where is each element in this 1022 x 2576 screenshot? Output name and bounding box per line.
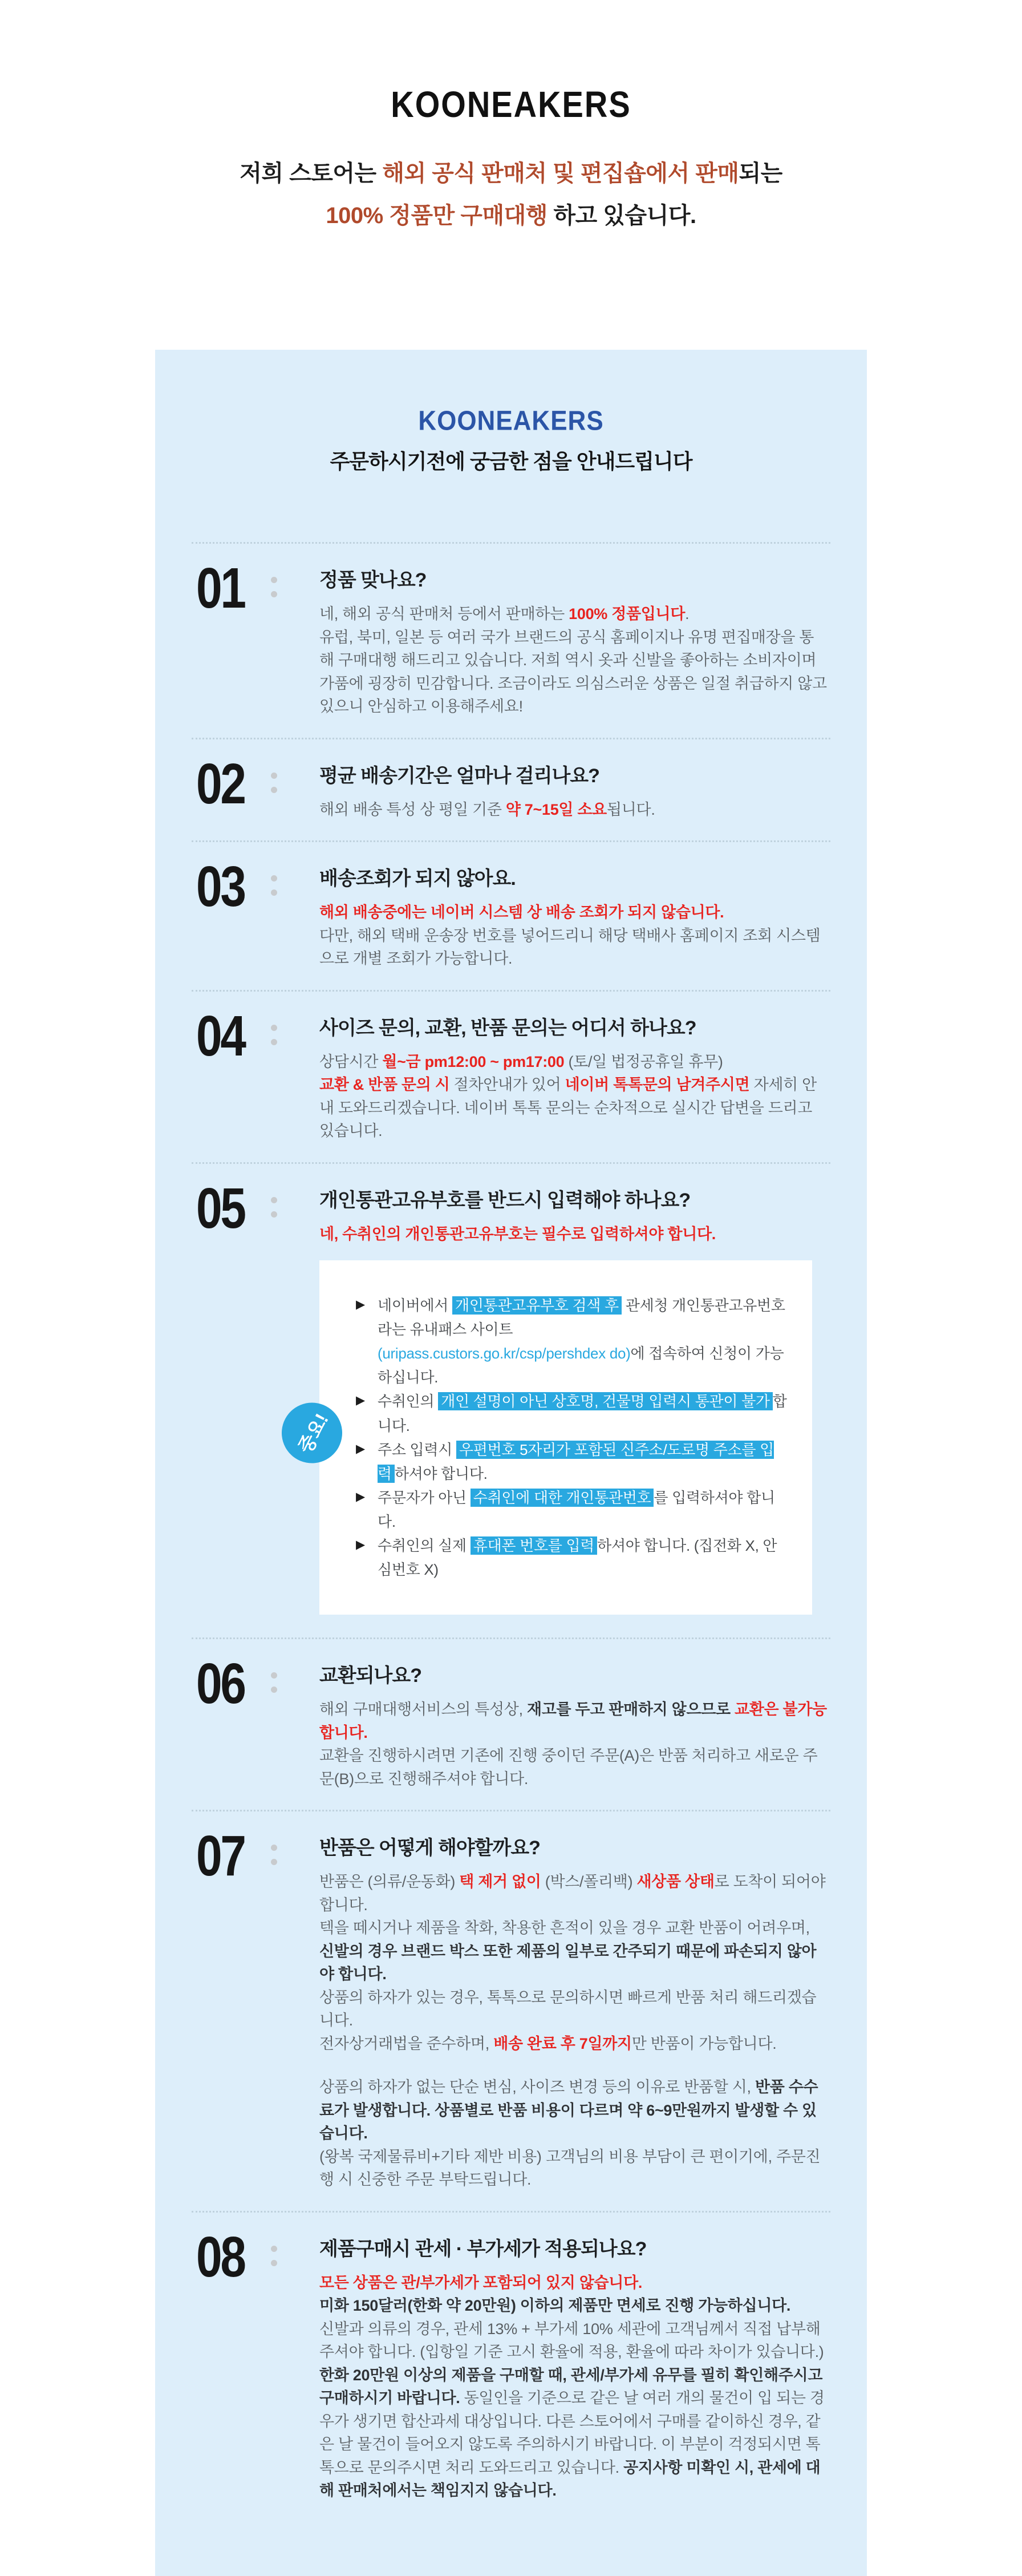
bullet-arrow-icon: ▶: [356, 1442, 365, 1455]
important-badge: 중요!: [271, 1392, 352, 1473]
body-paragraph: [319, 2271, 828, 2295]
text-run: 합니다.: [378, 1393, 787, 1434]
section-number: 05: [196, 1176, 245, 1240]
dot: [271, 1672, 277, 1679]
text-run: 해외 구매대행서비스의 특성상,: [319, 1701, 527, 1718]
panel-brand-logo: KOONEAKERS: [418, 405, 604, 436]
text-run: 만 반품이 가능합니다.: [631, 2035, 777, 2052]
section-number-column: [196, 751, 319, 822]
emphasis-red-text: 네이버 톡톡문의 남겨주시면: [565, 1076, 750, 1093]
emphasis-bold-text: 재고를 두고 판매하지 않으므로: [526, 1701, 731, 1718]
body-paragraph: [319, 602, 828, 626]
body-paragraph: [319, 2294, 828, 2318]
body-paragraph: [319, 1073, 828, 1143]
number-separator-dots: [271, 1672, 277, 1693]
bullet-text: [378, 1389, 789, 1437]
faq-panel-header: [184, 407, 838, 475]
body-paragraph: [319, 2032, 828, 2056]
text-run: 동일인을 기준으로 같은 날 여러 개의 물건이 입 되는 경우가 생기면 합산과세 대상입니다. 다른 스토어에서 구매를 같이하신 경우, 같은 날 물건이 들어오지 않도록 주의하시기 바랍니다. 이 부분이 걱정되시면 톡톡으로 문의주시면 처리 도와드리고 있습니다.: [319, 2389, 825, 2476]
dot: [271, 1859, 277, 1865]
number-separator-dots: [271, 577, 277, 597]
body-paragraph: [319, 1698, 828, 1744]
panel-subtitle: 주문하시기전에 궁금한 점을 안내드립니다: [330, 450, 692, 473]
emphasis-bold-text: 반품 수수료가 발생합니다. 상품별로 반품 비용이 다르며 약 6~9만원까지 발생할 수 있습니다.: [319, 2078, 818, 2142]
dot: [271, 591, 277, 597]
text-run: 반품은 (의류/운동화): [319, 1873, 460, 1891]
customs-site-link[interactable]: (uripass.custors.go.kr/csp/pershdex do): [378, 1345, 631, 1362]
intro-line-2: [0, 195, 1022, 237]
dot: [271, 1845, 277, 1851]
section-number: 06: [196, 1652, 245, 1716]
section-title: 사이즈 문의, 교환, 반품 문의는 어디서 하나요?: [319, 1017, 696, 1039]
text-run: 절차안내가 있어: [449, 1076, 565, 1093]
section-number: 04: [196, 1004, 245, 1068]
text-run: [731, 1701, 735, 1718]
section-title: 개인통관고유부호를 반드시 입력해야 하나요?: [319, 1189, 691, 1211]
bullet-text: [378, 1534, 789, 1582]
dot: [271, 773, 277, 779]
section-title: 배송조회가 되지 않아요.: [319, 868, 516, 889]
number-separator-dots: [271, 1025, 277, 1045]
text-run: (토/일 법정공휴일 휴무): [564, 1053, 723, 1070]
bullet-arrow-icon: ▶: [356, 1538, 365, 1552]
section-content: [319, 1009, 828, 1143]
body-paragraph: [319, 2145, 828, 2191]
highlighted-text: 수취인에 대한 개인통관번호: [471, 1489, 654, 1507]
page-header: [0, 0, 1022, 237]
dot: [271, 889, 277, 896]
number-separator-dots: [271, 1197, 277, 1218]
number-separator-dots: [271, 875, 277, 896]
faq-section: [188, 992, 834, 1162]
dot: [271, 1687, 277, 1693]
faq-panel: [155, 350, 867, 2576]
text-run: .: [685, 605, 690, 622]
bullet-item: [356, 1534, 789, 1582]
text-run: 자세히 안내 도와드리겠습니다. 네이버 톡톡 문의는 순차적으로 실시간 답변을 드리고 있습니다.: [319, 1076, 817, 1139]
body-paragraph: [319, 1916, 828, 1986]
faq-section: [188, 739, 834, 841]
body-paragraph: [319, 1223, 828, 1246]
bullet-arrow-icon: ▶: [356, 1490, 365, 1503]
section-title: 교환되나요?: [319, 1665, 421, 1687]
text-run: (왕복 국제물류비+기타 제반 비용) 고객님의 비용 부담이 큰 편이기에, 주문진행 시 신중한 주문 부탁드립니다.: [319, 2148, 821, 2189]
section-content: [319, 1829, 828, 2191]
emphasis-red-text: 100% 정품입니다: [569, 605, 686, 622]
faq-section: [188, 842, 834, 990]
text-run: 교환을 진행하시려면 기존에 진행 중이던 주문(A)은 반품 처리하고 새로운 주문(B)으로 진행해주셔야 합니다.: [319, 1747, 818, 1788]
intro-line-1: [0, 152, 1022, 195]
dot: [271, 1211, 277, 1218]
text-run: 상담시간: [319, 1053, 383, 1070]
emphasis-brick-text: 100% 정품만 구매대행: [326, 203, 548, 228]
section-title: 정품 맞나요?: [319, 569, 427, 591]
section-number: 03: [196, 855, 245, 919]
body-paragraph: [319, 2364, 828, 2502]
text-run: 저희 스토어는: [240, 161, 383, 186]
bullet-item: [356, 1486, 789, 1534]
number-separator-dots: [271, 1845, 277, 1865]
section-number: 02: [196, 751, 245, 816]
body-paragraph: [319, 626, 828, 718]
emphasis-red-text: 배송 완료 후 7일까지: [493, 2035, 632, 2052]
dot: [271, 1025, 277, 1031]
section-title: 평균 배송기간은 얼마나 걸리나요?: [319, 765, 599, 787]
section-number-column: [196, 1652, 319, 1790]
emphasis-bold-text: 공지사항 미확인 시, 관세에 대해 판매처에서는 책임지지 않습니다.: [319, 2458, 821, 2500]
section-title: 제품구매시 관세 · 부가세가 적용되나요?: [319, 2238, 647, 2260]
bullet-item: [356, 1389, 789, 1437]
notice-box: [294, 1260, 812, 1615]
text-run: 텍을 떼시거나 제품을 착화, 착용한 흔적이 있을 경우 교환 반품이 어려우며,: [319, 1919, 810, 1937]
text-run: 됩니다.: [606, 800, 655, 818]
bullet-item: [356, 1438, 789, 1486]
text-run: 수취인의: [378, 1393, 439, 1410]
bullet-item: [356, 1293, 789, 1341]
highlighted-text: 우편번호 5자리가 포함된 신주소/도로명 주소를 입력: [378, 1441, 774, 1482]
number-separator-dots: [271, 773, 277, 793]
bullet-item: [356, 1341, 789, 1389]
section-content: [294, 1181, 828, 1619]
intro-statement: [0, 152, 1022, 237]
bullet-text: [378, 1438, 789, 1486]
section-content: [319, 757, 828, 822]
dot: [271, 1039, 277, 1045]
body-paragraph: [319, 1050, 828, 1074]
section-number-column: [196, 556, 319, 718]
text-run: 에 접속하여 신청이 가능하십니다.: [378, 1345, 784, 1386]
body-paragraph: [319, 2318, 828, 2364]
faq-section: [188, 1639, 834, 1810]
body-paragraph: [319, 1986, 828, 2032]
emphasis-red-text: 해외 배송중에는 네이버 시스템 상 배송 조회가 되지 않습니다.: [319, 904, 724, 921]
emphasis-red-text: 월~금 pm12:00 ~ pm17:00: [382, 1053, 565, 1070]
text-run: 전자상거래법을 준수하며,: [319, 2035, 494, 2052]
text-run: 다만, 해외 택배 운송장 번호를 넣어드리니 해당 택배사 홈페이지 조회 시스템으로 개별 조회가 가능합니다.: [319, 927, 821, 967]
text-run: 하고 있습니다.: [547, 203, 696, 228]
body-paragraph: [319, 924, 828, 970]
text-run: 상품의 하자가 없는 단순 변심, 사이즈 변경 등의 이유로 반품할 시,: [319, 2078, 755, 2096]
section-number: 08: [196, 2225, 245, 2289]
section-number-column: [196, 1824, 319, 2191]
number-separator-dots: [271, 2246, 277, 2266]
section-number-column: [196, 855, 319, 970]
section-content: [319, 561, 828, 718]
faq-sections: [184, 542, 838, 2522]
text-run: 해외 배송 특성 상 평일 기준: [319, 800, 506, 818]
body-paragraph: [319, 1870, 828, 1916]
emphasis-red-text: 네, 수취인의 개인통관고유부호는 필수로 입력하셔야 합니다.: [319, 1225, 716, 1243]
text-run: 상품의 하자가 있는 경우, 톡톡으로 문의하시면 빠르게 반품 처리 해드리겠습니다.: [319, 1988, 817, 2029]
text-run: 를 입력하셔야 합니다.: [378, 1489, 775, 1530]
dot: [271, 2260, 277, 2266]
dot: [271, 577, 277, 583]
section-number: 07: [196, 1824, 245, 1888]
section-number-column: [196, 1004, 319, 1143]
section-content: [319, 1656, 828, 1790]
emphasis-red-text: 모든 상품은 관/부가세가 포함되어 있지 않습니다.: [319, 2274, 643, 2291]
section-number-column: [196, 2225, 319, 2502]
emphasis-red-text: 택 제거 없이: [459, 1873, 541, 1891]
faq-section: [188, 2213, 834, 2522]
faq-section: [188, 1811, 834, 2211]
text-run: 주문자가 아닌: [378, 1489, 471, 1506]
emphasis-red-text: 교환은 불가능합니다.: [319, 1701, 827, 1741]
bullet-text: [378, 1486, 789, 1534]
brand-logo: KOONEAKERS: [391, 83, 631, 125]
section-content: [319, 2230, 828, 2502]
text-run: 하셔야 합니다. (집전화 X, 안심번호 X): [378, 1537, 777, 1579]
text-run: 하셔야 합니다.: [394, 1465, 488, 1482]
text-run: 로 도착이 되어야 합니다.: [319, 1873, 826, 1914]
emphasis-bold-text: 미화 150달러(한화 약 20만원) 이하의 제품만 면세로 진행 가능하십니다.: [319, 2297, 791, 2315]
section-number: 01: [196, 556, 245, 620]
emphasis-bold-text: 한화 20만원 이상의 제품을 구매할 때, 관세/부가세 유무를 필히 확인해주시고 구매하시기 바랍니다.: [319, 2366, 823, 2407]
text-run: (박스/폴리백): [541, 1873, 637, 1891]
emphasis-red-text: 교환 & 반품 문의 시: [319, 1076, 450, 1093]
faq-section: [188, 1164, 834, 1638]
bullet-arrow-icon: ▶: [356, 1394, 365, 1408]
emphasis-brick-text: 해외 공식 판매처 및 편집숍에서 판매: [382, 161, 739, 186]
section-number-column: [196, 1176, 319, 1619]
body-paragraph: [319, 1744, 828, 1790]
text-run: 신발과 의류의 경우, 관세 13% + 부가세 10% 세관에 고객님께서 직접 납부해주셔야 합니다. (입항일 기준 고시 환율에 적용, 환율에 따라 차이가 있습니다.): [319, 2320, 824, 2361]
bullet-text: [378, 1293, 789, 1341]
bullet-text: [378, 1341, 789, 1389]
dot: [271, 787, 277, 793]
text-run: 되는: [739, 161, 782, 186]
dot: [271, 875, 277, 881]
section-title: 반품은 어떻게 해야할까요?: [319, 1837, 540, 1859]
highlighted-text: 개인 설명이 아닌 상호명, 건물명 입력시 통관이 불가: [438, 1392, 773, 1410]
bullet-arrow-icon: ▶: [356, 1298, 365, 1311]
emphasis-red-text: 새상품 상태: [636, 1873, 715, 1891]
faq-section: [188, 544, 834, 738]
text-run: 네이버에서: [378, 1297, 453, 1314]
text-run: 네, 해외 공식 판매처 등에서 판매하는: [319, 605, 569, 622]
highlighted-text: 개인통관고유부호 검색 후: [452, 1296, 622, 1315]
dot: [271, 2246, 277, 2252]
highlighted-text: 휴대폰 번호를 입력: [471, 1536, 597, 1555]
emphasis-bold-text: 신발의 경우 브랜드 박스 또한 제품의 일부로 간주되기 때문에 파손되지 않아야 합니다.: [319, 1942, 817, 1983]
emphasis-red-text: 약 7~15일 소요: [505, 800, 607, 818]
text-run: 주소 입력시: [378, 1441, 456, 1458]
dot: [271, 1197, 277, 1203]
text-run: 관세청 개인통관고유번호 라는 유내패스 사이트: [378, 1297, 785, 1338]
body-paragraph: [319, 901, 828, 924]
body-paragraph: [319, 2076, 828, 2145]
body-paragraph: [319, 798, 828, 822]
section-content: [319, 859, 828, 970]
text-run: 수취인의 실제: [378, 1537, 471, 1555]
text-run: 유럽, 북미, 일본 등 여러 국가 브랜드의 공식 홈페이지나 유명 편집매장을 통해 구매대행 해드리고 있습니다. 저희 역시 옷과 신발을 좋아하는 소비자이며 가품에 굉장히 민감합니다. 조금이라도 의심스러운 상품은 일절 취급하지 않고 있으니 안심하고 이용해주세요!: [319, 628, 827, 715]
